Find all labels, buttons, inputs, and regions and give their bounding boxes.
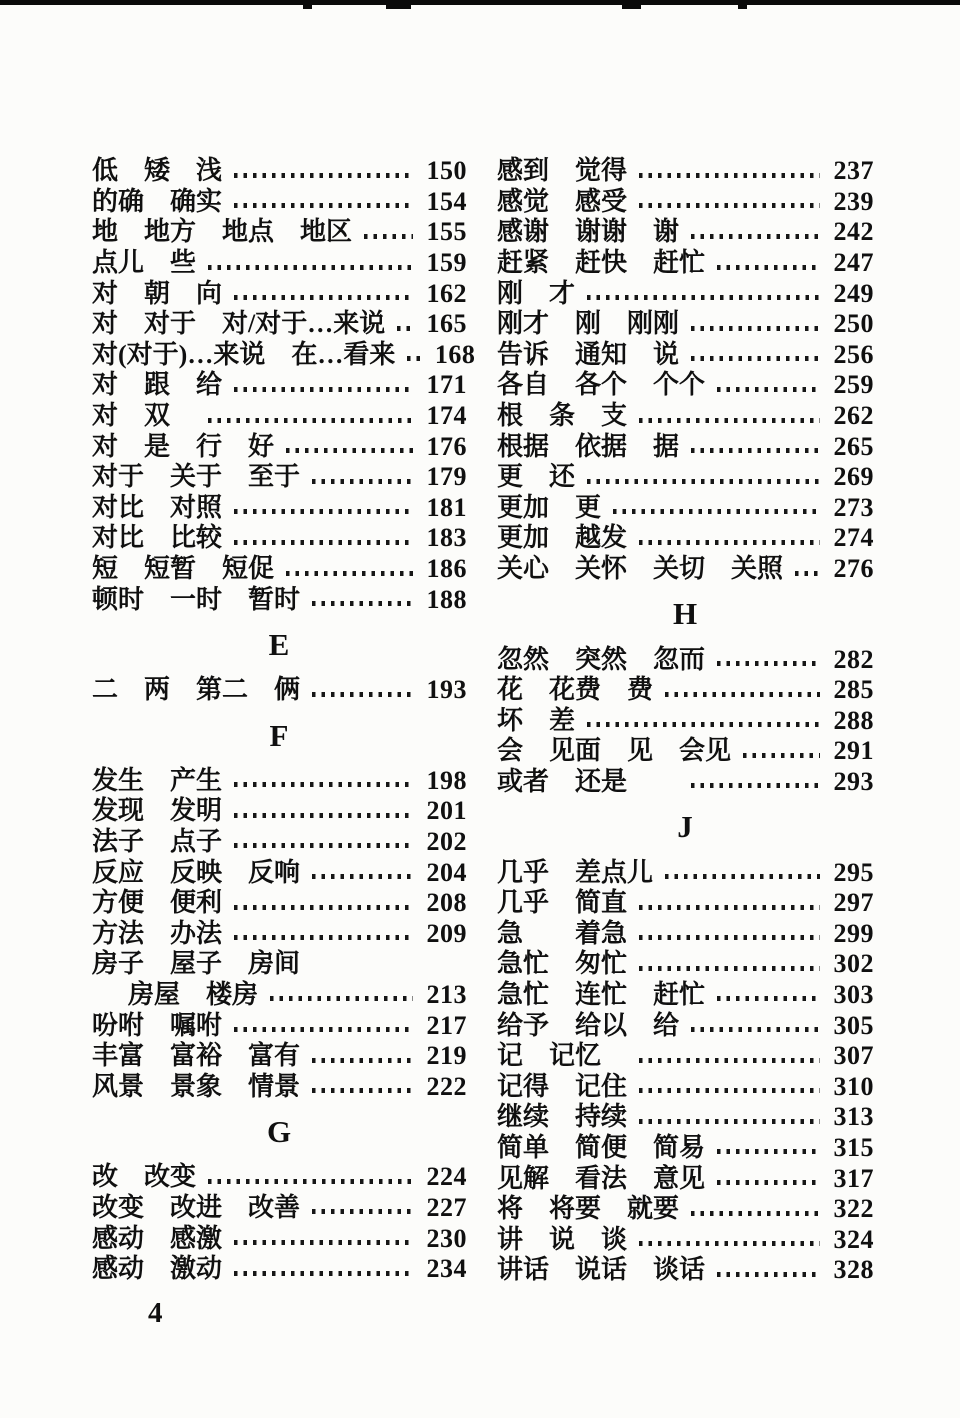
toc-entry — [497, 187, 874, 218]
entry-words: 感谢 谢谢 谢 — [497, 217, 680, 247]
entry-page-number: 324 — [833, 1224, 874, 1254]
dot-leader — [691, 1027, 820, 1032]
dot-leader — [208, 1179, 413, 1184]
entry-page-number: 183 — [426, 523, 467, 553]
entry-page-number: 310 — [833, 1071, 874, 1101]
entry-page-number: 201 — [426, 796, 467, 826]
scan-ink-blob — [738, 5, 747, 9]
entry-words: 各自 各个 个个 — [497, 370, 706, 400]
dot-leader — [312, 692, 413, 697]
entry-page-number: 262 — [833, 401, 874, 431]
dot-leader — [234, 813, 413, 818]
entry-words: 记得 记住 — [497, 1071, 628, 1101]
entry-words: 对(对于)…来说 在…看来 — [92, 339, 396, 369]
dot-leader — [717, 1149, 820, 1154]
entry-page-number: 299 — [833, 918, 874, 948]
section-heading-J — [497, 797, 874, 857]
entry-page-number: 198 — [426, 765, 467, 795]
entry-page-number: 313 — [833, 1102, 874, 1132]
entry-page-number: 155 — [426, 217, 467, 247]
toc-entry — [497, 767, 874, 798]
toc-entry — [497, 248, 874, 279]
entry-page-number: 150 — [426, 156, 467, 186]
entry-words: 发现 发明 — [92, 796, 223, 826]
entry-page-number: 154 — [426, 186, 467, 216]
dot-leader — [270, 996, 413, 1001]
toc-entry — [497, 493, 874, 524]
toc-entry — [92, 949, 467, 980]
entry-words: 改变 改进 改善 — [92, 1192, 301, 1222]
dot-leader — [234, 782, 413, 787]
entry-page-number: 227 — [426, 1192, 467, 1222]
entry-page-number: 176 — [426, 431, 467, 461]
entry-words: 记 记忆 — [497, 1041, 628, 1071]
dot-leader — [717, 996, 820, 1001]
entry-words: 急忙 连忙 赶忙 — [497, 979, 706, 1009]
entry-page-number: 256 — [833, 339, 874, 369]
dot-leader — [613, 509, 820, 514]
dot-leader — [665, 692, 820, 697]
toc-entry — [497, 401, 874, 432]
index-column-left — [92, 156, 476, 1284]
entry-page-number: 165 — [426, 309, 467, 339]
dot-leader — [717, 387, 820, 392]
entry-words: 二 两 第二 俩 — [92, 675, 301, 705]
toc-entry — [92, 766, 467, 797]
entry-words: 讲 说 谈 — [497, 1224, 628, 1254]
dot-leader — [234, 1027, 413, 1032]
entry-words: 对比 对照 — [92, 492, 223, 522]
entry-page-number: 249 — [833, 278, 874, 308]
entry-page-number: 247 — [833, 248, 874, 278]
toc-entry — [92, 187, 467, 218]
entry-page-number: 193 — [426, 675, 467, 705]
entry-words: 花 花费 费 — [497, 675, 654, 705]
dot-leader — [743, 753, 820, 758]
dot-leader — [717, 1272, 820, 1277]
toc-entry — [92, 431, 467, 462]
dot-leader — [717, 1180, 820, 1185]
entry-words: 急忙 匆忙 — [497, 949, 628, 979]
entry-words: 顿时 一时 暂时 — [92, 584, 301, 614]
entry-page-number: 273 — [833, 492, 874, 522]
entry-words: 更 还 — [497, 462, 576, 492]
toc-entry — [497, 217, 874, 248]
toc-entry — [497, 554, 874, 585]
dot-leader — [312, 601, 413, 606]
entry-words: 简单 简便 简易 — [497, 1132, 706, 1162]
toc-entry — [92, 156, 467, 187]
entry-words: 赶紧 赶快 赶忙 — [497, 248, 706, 278]
dot-leader — [639, 1241, 820, 1246]
entry-words: 将 将要 就要 — [497, 1194, 680, 1224]
toc-entry — [497, 340, 874, 371]
toc-entry — [497, 918, 874, 949]
toc-entry — [497, 1224, 874, 1255]
toc-entry — [92, 217, 467, 248]
entry-words: 更加 更 — [497, 492, 602, 522]
dot-leader — [234, 1240, 413, 1245]
dot-leader — [795, 571, 820, 576]
dot-leader — [639, 1058, 820, 1063]
dot-leader — [208, 265, 413, 270]
dot-leader — [312, 1088, 413, 1093]
entry-words: 感觉 感受 — [497, 186, 628, 216]
entry-words: 刚 才 — [497, 278, 576, 308]
entry-words: 对比 比较 — [92, 523, 223, 553]
entry-words: 反应 反映 反响 — [92, 857, 301, 887]
dot-leader — [312, 479, 413, 484]
entry-page-number: 328 — [833, 1255, 874, 1285]
entry-page-number: 188 — [426, 584, 467, 614]
section-heading-H — [497, 584, 874, 644]
entry-words: 地 地方 地点 地区 — [92, 217, 353, 247]
entry-page-number: 181 — [426, 492, 467, 522]
entry-words: 几乎 简直 — [497, 888, 628, 918]
entry-words: 感动 感激 — [92, 1223, 223, 1253]
dot-leader — [286, 571, 413, 576]
section-letter: F — [269, 717, 290, 753]
toc-entry — [92, 1010, 467, 1041]
entry-page-number: 224 — [426, 1162, 467, 1192]
entry-page-number: 219 — [426, 1041, 467, 1071]
dot-leader — [234, 1271, 413, 1276]
dot-leader — [691, 234, 820, 239]
entry-words: 房屋 楼房 — [128, 979, 259, 1009]
toc-entry — [497, 980, 874, 1011]
page-number: 4 — [148, 1297, 163, 1329]
toc-entry — [497, 644, 874, 675]
entry-words: 法子 点子 — [92, 826, 223, 856]
section-letter: J — [677, 809, 694, 845]
toc-entry — [92, 796, 467, 827]
toc-entry — [497, 1255, 874, 1286]
toc-entry — [92, 1162, 467, 1193]
entry-page-number: 291 — [833, 736, 874, 766]
scan-ink-blob — [303, 5, 312, 9]
entry-words: 感到 觉得 — [497, 156, 628, 186]
entry-words: 对 双 — [92, 401, 197, 431]
entry-page-number: 209 — [426, 918, 467, 948]
section-letter: G — [266, 1114, 293, 1150]
toc-entry — [92, 888, 467, 919]
toc-entry — [92, 918, 467, 949]
entry-page-number: 295 — [833, 857, 874, 887]
entry-words: 低 矮 浅 — [92, 156, 223, 186]
section-letter: H — [672, 596, 699, 632]
toc-entry — [92, 584, 467, 615]
entry-words: 短 短暂 短促 — [92, 554, 275, 584]
toc-entry — [497, 1194, 874, 1225]
dot-leader — [639, 1088, 820, 1093]
toc-entry — [497, 857, 874, 888]
entry-page-number: 250 — [833, 309, 874, 339]
entry-page-number: 168 — [434, 339, 476, 369]
toc-entry — [92, 827, 467, 858]
dot-leader — [312, 1209, 413, 1214]
toc-entry — [497, 1041, 874, 1072]
toc-entry — [92, 1193, 467, 1224]
entry-words: 刚才 刚 刚刚 — [497, 309, 680, 339]
entry-words: 点儿 些 — [92, 248, 197, 278]
dot-leader — [639, 173, 820, 178]
toc-entry — [497, 156, 874, 187]
toc-entry — [497, 370, 874, 401]
dot-leader — [639, 935, 820, 940]
entry-page-number: 322 — [833, 1194, 874, 1224]
entry-words: 会 见面 见 会见 — [497, 736, 732, 766]
entry-page-number: 234 — [426, 1254, 467, 1284]
dot-leader — [234, 935, 413, 940]
dot-leader — [234, 540, 413, 545]
entry-page-number: 265 — [833, 431, 874, 461]
entry-page-number: 317 — [833, 1163, 874, 1193]
entry-words: 的确 确实 — [92, 186, 223, 216]
scan-ink-blob — [622, 5, 641, 9]
toc-entry — [92, 339, 476, 371]
entry-words: 对 对于 对/对于…来说 — [92, 309, 386, 339]
dot-leader — [286, 448, 413, 453]
dot-leader — [639, 418, 820, 423]
dot-leader — [691, 326, 820, 331]
entry-words: 方法 办法 — [92, 918, 223, 948]
toc-entry — [92, 523, 467, 554]
dot-leader — [639, 540, 820, 545]
toc-entry — [497, 309, 874, 340]
toc-entry — [92, 493, 467, 524]
entry-words: 更加 越发 — [497, 523, 628, 553]
entry-page-number: 171 — [426, 370, 467, 400]
entry-words: 给予 给以 给 — [497, 1010, 680, 1040]
toc-entry — [92, 980, 467, 1011]
entry-words: 方便 便利 — [92, 888, 223, 918]
entry-page-number: 242 — [833, 217, 874, 247]
toc-entry — [497, 523, 874, 554]
entry-words: 对 朝 向 — [92, 278, 223, 308]
entry-page-number: 237 — [833, 156, 874, 186]
dot-leader — [717, 265, 820, 270]
dot-leader — [639, 966, 820, 971]
entry-page-number: 303 — [833, 979, 874, 1009]
toc-entry — [497, 462, 874, 493]
dot-leader — [234, 509, 413, 514]
toc-entry — [497, 278, 874, 309]
section-heading-G — [92, 1102, 467, 1162]
entry-words: 急 着急 — [497, 918, 628, 948]
dot-leader — [587, 479, 820, 484]
toc-entry — [497, 949, 874, 980]
entry-words: 或者 还是 — [497, 766, 680, 796]
entry-page-number: 159 — [426, 248, 467, 278]
dot-leader — [234, 295, 413, 300]
entry-page-number: 288 — [833, 705, 874, 735]
dot-leader — [312, 1058, 413, 1063]
entry-words: 对 跟 给 — [92, 370, 223, 400]
entry-words: 告诉 通知 说 — [497, 339, 680, 369]
entry-words: 关心 关怀 关切 关照 — [497, 554, 784, 584]
toc-entry — [92, 554, 467, 585]
entry-words: 根据 依据 据 — [497, 431, 680, 461]
entry-words: 对于 关于 至于 — [92, 462, 301, 492]
toc-entry — [497, 888, 874, 919]
toc-entry — [92, 1071, 467, 1102]
dot-leader — [691, 783, 820, 788]
entry-page-number: 293 — [833, 766, 874, 796]
toc-entry — [92, 675, 467, 706]
scan-ink-blob — [386, 5, 411, 9]
toc-entry — [92, 401, 467, 432]
toc-entry — [92, 248, 467, 279]
entry-page-number: 285 — [833, 675, 874, 705]
toc-entry — [497, 1102, 874, 1133]
toc-entry — [92, 370, 467, 401]
toc-entry — [92, 1254, 467, 1285]
toc-entry — [92, 309, 467, 340]
dot-leader — [691, 1211, 820, 1216]
dot-leader — [587, 295, 820, 300]
entry-page-number: 297 — [833, 888, 874, 918]
toc-entry — [497, 1163, 874, 1194]
dot-leader — [639, 1119, 820, 1124]
entry-words: 感动 激动 — [92, 1254, 223, 1284]
toc-entry — [92, 1041, 467, 1072]
toc-entry — [92, 278, 467, 309]
entry-page-number: 315 — [833, 1132, 874, 1162]
toc-entry — [497, 706, 874, 737]
section-heading-F — [92, 706, 467, 766]
entry-page-number: 259 — [833, 370, 874, 400]
section-letter: E — [268, 626, 291, 662]
dot-leader — [364, 234, 413, 239]
toc-entry — [497, 736, 874, 767]
entry-words: 改 改变 — [92, 1162, 197, 1192]
entry-page-number: 174 — [426, 401, 467, 431]
toc-entry — [92, 1223, 467, 1254]
entry-page-number: 307 — [833, 1041, 874, 1071]
entry-page-number: 204 — [426, 857, 467, 887]
dot-leader — [691, 356, 820, 361]
entry-words: 忽然 突然 忽而 — [497, 644, 706, 674]
dot-leader — [234, 905, 413, 910]
dot-leader — [312, 874, 413, 879]
toc-entry — [497, 1010, 874, 1041]
entry-words: 几乎 差点儿 — [497, 857, 654, 887]
scan-edge-artifact — [0, 0, 960, 5]
entry-page-number: 302 — [833, 949, 874, 979]
entry-page-number: 186 — [426, 554, 467, 584]
entry-words: 见解 看法 意见 — [497, 1163, 706, 1193]
section-heading-E — [92, 615, 467, 675]
toc-entry — [92, 857, 467, 888]
toc-entry — [497, 675, 874, 706]
dot-leader — [397, 326, 413, 331]
entry-words: 对 是 行 好 — [92, 431, 275, 461]
dot-leader — [639, 203, 820, 208]
dot-leader — [587, 722, 820, 727]
dot-leader — [234, 173, 413, 178]
entry-page-number: 269 — [833, 462, 874, 492]
entry-page-number: 239 — [833, 186, 874, 216]
index-column-right — [497, 156, 874, 1286]
toc-entry — [497, 1071, 874, 1102]
toc-entry — [497, 1133, 874, 1164]
entry-words: 根 条 支 — [497, 401, 628, 431]
entry-page-number: 202 — [426, 826, 467, 856]
entry-page-number: 282 — [833, 644, 874, 674]
entry-words: 讲话 说话 谈话 — [497, 1255, 706, 1285]
dot-leader — [691, 448, 820, 453]
entry-page-number: 179 — [426, 462, 467, 492]
dot-leader — [407, 356, 421, 361]
entry-words: 继续 持续 — [497, 1102, 628, 1132]
entry-words: 吩咐 嘱咐 — [92, 1010, 223, 1040]
dot-leader — [234, 387, 413, 392]
dot-leader — [665, 874, 820, 879]
entry-page-number: 162 — [426, 278, 467, 308]
dot-leader — [234, 203, 413, 208]
toc-entry — [497, 431, 874, 462]
entry-page-number: 222 — [426, 1071, 467, 1101]
entry-page-number: 276 — [833, 554, 874, 584]
entry-words: 丰富 富裕 富有 — [92, 1041, 301, 1071]
toc-entry — [92, 462, 467, 493]
dot-leader — [717, 661, 820, 666]
entry-words: 风景 景象 情景 — [92, 1071, 301, 1101]
entry-page-number: 217 — [426, 1010, 467, 1040]
entry-page-number: 208 — [426, 888, 467, 918]
dot-leader — [234, 843, 413, 848]
entry-page-number: 230 — [426, 1223, 467, 1253]
entry-page-number: 305 — [833, 1010, 874, 1040]
dot-leader — [208, 418, 413, 423]
entry-words: 房子 屋子 房间 — [92, 949, 301, 979]
entry-words: 坏 差 — [497, 705, 576, 735]
entry-words: 发生 产生 — [92, 765, 223, 795]
entry-page-number: 213 — [426, 979, 467, 1009]
entry-page-number: 274 — [833, 523, 874, 553]
dot-leader — [639, 905, 820, 910]
